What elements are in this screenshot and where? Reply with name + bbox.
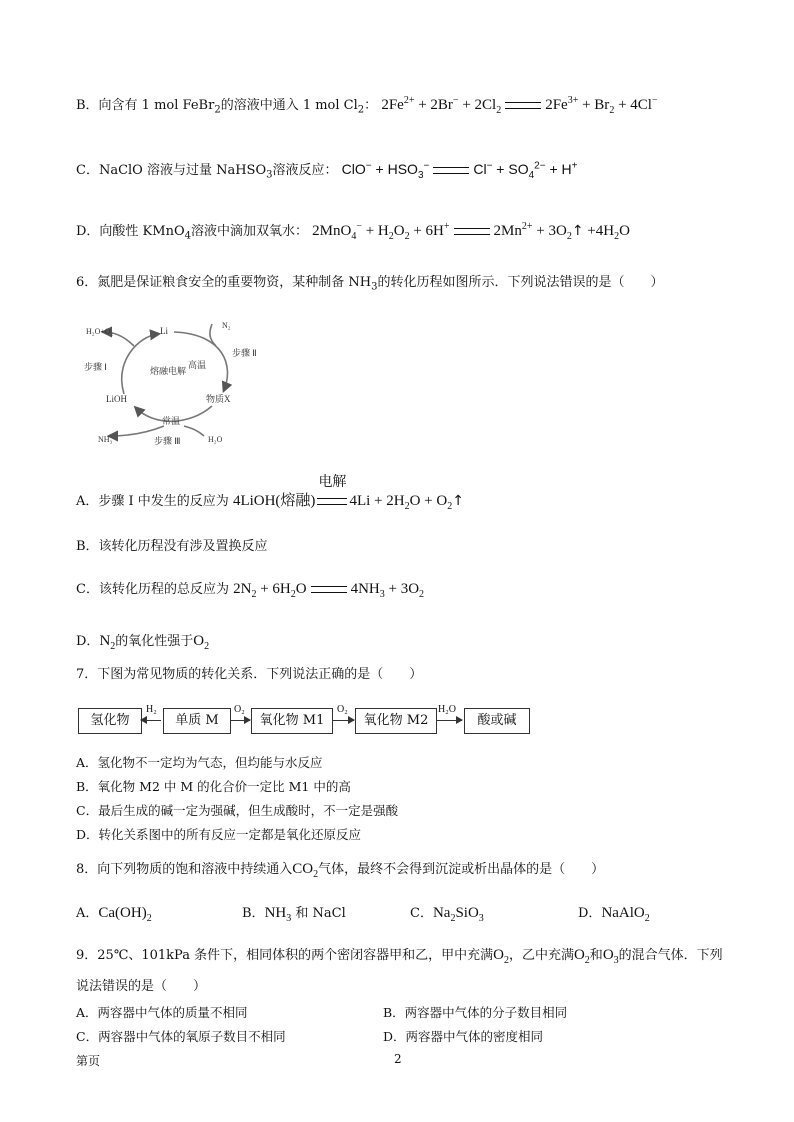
question-6-stem: 6．氮肥是保证粮食安全的重要物资，某种制备 $NH_3$的转化历程如图所示．下列说法错误的是（ ） bbox=[76, 275, 664, 293]
label-n2: N₂ bbox=[222, 321, 231, 330]
option-8d: D．NaAlO$_2$ bbox=[578, 905, 650, 924]
label-high-temp: 高温 bbox=[188, 360, 207, 370]
question-8-stem: 8．向下列物质的饱和溶液中持续通入$CO_2$气体，最终不会得到沉淀或析出晶体的是（ ） bbox=[76, 861, 605, 880]
option-5b: B．向含有 1 mol FeBr$_2$的溶液中通入 1 mol $Cl_2$： $2Fe^{2+} + 2Br^- + 2Cl_2$ $2Fe^{3+} + Br_2 + 4Cl^-$ bbox=[76, 95, 658, 116]
option-6d: D．$N_2$的氧化性强于$O_2$ bbox=[76, 633, 210, 652]
option-8a: A．$Ca(OH)_2$ bbox=[76, 905, 152, 924]
option-6a: A．步骤 Ⅰ 中发生的反应为 4LiOH(熔融) 电解 $4Li + 2H_2O$ + $O_2↑$ bbox=[76, 474, 464, 512]
label-step3: 步骤 Ⅲ bbox=[154, 436, 181, 446]
label-li: Li bbox=[160, 326, 168, 336]
question-7-stem: 7．下图为常见物质的转化关系．下列说法正确的是（ ） bbox=[76, 667, 423, 682]
option-7c: C．最后生成的碱一定为强碱，但生成酸时，不一定是强酸 bbox=[76, 803, 399, 818]
arrow-to-hydride bbox=[141, 720, 161, 721]
arrow-to-oxide-m2 bbox=[332, 720, 354, 721]
option-5d: D．向酸性 KMnO$_4$溶液中滴加双氧水： $2MnO_4^- + H_2O_2 + 6H^+$ $2Mn^{2+}$ + $3O_2↑ +4H_2O$ bbox=[76, 221, 630, 242]
label-room-temp: 常温 bbox=[162, 416, 181, 426]
label-molten-electrolysis: 熔融电解 bbox=[150, 366, 187, 376]
option-7a: A．氢化物不一定均为气态，但均能与水反应 bbox=[76, 755, 323, 770]
footer-page-label: 第页 bbox=[76, 1054, 101, 1068]
question-9-stem-line2: 说法错误的是（ ） bbox=[76, 979, 207, 994]
option-6c: C．该转化历程的总反应为 $2N_2 + 6H_2O$ $4NH_3 + 3O_2$ bbox=[76, 581, 425, 600]
arrow-to-oxide-m1 bbox=[230, 720, 250, 721]
option-7b: B．氧化物 M2 中 M 的化合价一定比 M1 中的高 bbox=[76, 779, 351, 794]
question-9-stem-line1: 9．25℃、101kPa 条件下，相同体积的两个密闭容器甲和乙，甲中充满$O_2$，乙中充满$O_2$和$O_3$的混合气体．下列 bbox=[76, 947, 723, 966]
label-nh3: NH₃ bbox=[98, 435, 113, 444]
option-6b: B．该转化历程没有涉及置换反应 bbox=[76, 539, 268, 554]
option-9c: C．两容器中气体的氧原子数目不相同 bbox=[76, 1029, 286, 1044]
footer-page-number: 2 bbox=[394, 1052, 402, 1066]
arrow-label-o2-2: O₂ bbox=[337, 704, 348, 715]
arrow-label-o2-1: O₂ bbox=[234, 704, 245, 715]
label-step2: 步骤 Ⅱ bbox=[232, 348, 257, 358]
box-oxide-m1: 氧化物 M1 bbox=[251, 708, 333, 734]
box-hydride: 氢化物 bbox=[78, 708, 142, 734]
option-8c: C．$Na_2SiO_3$ bbox=[410, 905, 484, 924]
option-9d: D．两容器中气体的密度相同 bbox=[383, 1029, 544, 1044]
label-step1: 步骤 Ⅰ bbox=[84, 362, 107, 372]
label-h2o-o2: H₂O+O₂ bbox=[86, 327, 114, 336]
label-h2o: H₂O bbox=[208, 435, 223, 444]
option-7d: D．转化关系图中的所有反应一定都是氧化还原反应 bbox=[76, 827, 362, 842]
arrow-label-h2: H₂ bbox=[146, 704, 157, 715]
label-lioh: LiOH bbox=[106, 394, 127, 404]
option-5c: C．NaClO 溶液与过量 NaHSO$_3$溶液反应： $ClO^- + HSO_3^-$ $Cl^- + SO_4^{2-} + H^+$ bbox=[76, 160, 578, 181]
label-substance-x: 物质X bbox=[206, 394, 231, 404]
box-element-m: 单质 M bbox=[163, 708, 231, 734]
box-acid-or-base: 酸或碱 bbox=[464, 708, 530, 734]
option-9a: A．两容器中气体的质量不相同 bbox=[76, 1005, 248, 1020]
arrow-label-h2o: H₂O bbox=[438, 704, 456, 715]
nh3-cycle-diagram bbox=[84, 316, 284, 452]
arrow-to-acid-base bbox=[436, 720, 462, 721]
option-9b: B．两容器中气体的分子数目相同 bbox=[383, 1005, 568, 1020]
option-8b: B．$NH_3$ 和 NaCl bbox=[242, 905, 346, 924]
box-oxide-m2: 氧化物 M2 bbox=[355, 708, 437, 734]
